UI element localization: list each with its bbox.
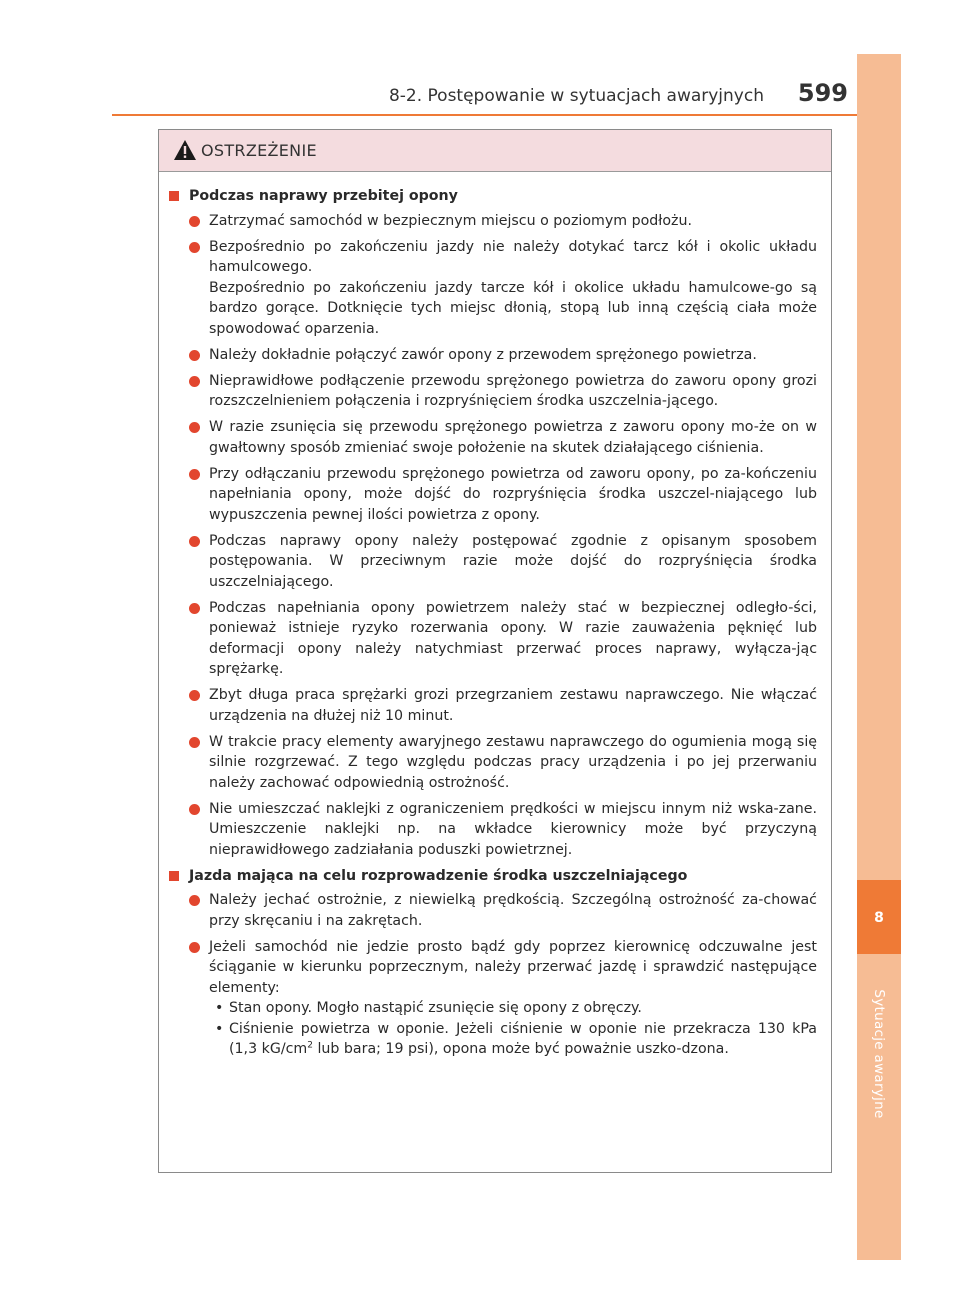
- list-item: Należy jechać ostrożnie, z niewielką prędkością. Szczególną ostrożność za-chować przy skręcaniu i na zakrętach.: [169, 890, 817, 931]
- list-item: Przy odłączaniu przewodu sprężonego powietrza od zaworu opony, po za-kończeniu napełniania opony, może dojść do rozpryśnięcia środka uszczel-niającego lub wypuszczenia pewnej ilości powietrza z opony.: [169, 464, 817, 526]
- chapter-number-tab: [857, 880, 901, 954]
- sub-bullet-marker: •: [215, 1020, 224, 1037]
- list-item: Podczas naprawy opony należy postępować zgodnie z opisanym sposobem postępowania. W przeciwnym razie może dojść do rozpryśnięcia środka uszczelniającego.: [169, 531, 817, 593]
- bullet-dot-icon: [189, 376, 200, 387]
- list-item: W trakcie pracy elementy awaryjnego zestawu naprawczego do ogumienia mogą się silnie rozgrzewać. Z tego względu podczas pracy urządzenia i po jej przerwaniu należy zachować odpowiednią ostrożność.: [169, 732, 817, 794]
- sub-item: • Ciśnienie powietrza w oponie. Jeżeli ciśnienie w oponie nie przekracza 130 kPa (1,3 $kG/cm^2$ lub bara; 19 psi), opona może być poważnie uszko-dzona.: [215, 1020, 817, 1057]
- bullet-dot-icon: [189, 895, 200, 906]
- chapter-label: Sytuacje awaryjne: [871, 989, 887, 1119]
- bullet-dot-icon: [189, 216, 200, 227]
- chapter-number: 8: [874, 910, 884, 926]
- warning-triangle-icon: [173, 139, 197, 161]
- bullet-dot-icon: [189, 942, 200, 953]
- list-item: Podczas napełniania opony powietrzem należy stać w bezpiecznej odległo-ści, ponieważ istnieje ryzyko rozerwania opony. W razie zauważenia pęknięć lub deformacji opony należy natychmiast przerwać proces naprawy, wyłącza-jąc sprężarkę.: [169, 598, 817, 680]
- page-number: 599: [797, 79, 848, 107]
- bullet-dot-icon: [189, 350, 200, 361]
- warning-box: [158, 129, 832, 1173]
- sub-bullet-marker: •: [215, 1000, 224, 1016]
- list-item: Bezpośrednio po zakończeniu jazdy nie należy dotykać tarcz kół i okolic układu hamulcowego. Bezpośrednio po zakończeniu jazdy tarcze kół i okolice układu hamulcowe-go są bardzo gorące. Dotknięcie tych miejsc dłonią, stopą lub inną częścią ciała może spowodować oparzenia.: [169, 237, 817, 340]
- list-item: Zbyt długa praca sprężarki grozi przegrzaniem zestawu naprawczego. Nie włączać urządzenia na dłużej niż 10 minut.: [169, 685, 817, 726]
- list-item: Jeżeli samochód nie jedzie prosto bądź gdy poprzez kierownicę odczuwalne jest ściąganie w kierunku poprzecznym, należy przerwać jazdę i sprawdzić następujące elementy: • Stan opony. Mogło nastąpić zsunięcie się opony z obręczy. • Ciśnienie powietrza w oponie. Jeżeli ciśnienie w oponie nie przekracza 130 kPa (1,3 $kG/cm^2$ lub bara; 19 psi), opona może być poważnie uszko-dzona.: [169, 937, 817, 1060]
- square-bullet-icon: [169, 191, 179, 201]
- section-title: 8-2. Postępowanie w sytuacjach awaryjnych: [388, 86, 764, 106]
- list-item: W razie zsunięcia się przewodu sprężonego powietrza z zaworu opony mo-że on w gwałtowny sposób zmieniać swoje położenie na skutek działającego ciśnienia.: [169, 417, 817, 458]
- bullet-dot-icon: [189, 804, 200, 815]
- square-bullet-icon: [169, 871, 179, 881]
- list-item: Nie umieszczać naklejki z ograniczeniem prędkości w miejscu innym niż wska-zane. Umieszczenie naklejki np. na wkładce kierownicy może być przyczyną nieprawidłowego zadziałania poduszki powietrznej.: [169, 799, 817, 861]
- warning-content: [159, 172, 831, 1060]
- warning-header: [159, 130, 831, 172]
- sub-item: • Stan opony. Mogło nastąpić zsunięcie się opony z obręczy.: [169, 998, 817, 1019]
- bullet-dot-icon: [189, 536, 200, 547]
- list-item: Nieprawidłowe podłączenie przewodu sprężonego powietrza do zaworu opony grozi rozszczelnieniem połączenia i rozpryśnięciem środka uszczelnia-jącego.: [169, 371, 817, 412]
- bullet-dot-icon: [189, 422, 200, 433]
- list-item: Należy dokładnie połączyć zawór opony z przewodem sprężonego powietrza.: [169, 345, 817, 366]
- bullet-dot-icon: [189, 603, 200, 614]
- warning-title: OSTRZEŻENIE: [201, 141, 317, 160]
- section-heading: Podczas naprawy przebitej opony: [169, 186, 817, 207]
- header-rule: [112, 114, 857, 116]
- chapter-side-tab: [857, 54, 901, 1260]
- list-item: Zatrzymać samochód w bezpiecznym miejscu o poziomym podłożu.: [169, 211, 817, 232]
- bullet-dot-icon: [189, 242, 200, 253]
- bullet-dot-icon: [189, 690, 200, 701]
- bullet-dot-icon: [189, 737, 200, 748]
- bullet-dot-icon: [189, 469, 200, 480]
- section-heading: Jazda mająca na celu rozprowadzenie środka uszczelniającego: [169, 866, 817, 887]
